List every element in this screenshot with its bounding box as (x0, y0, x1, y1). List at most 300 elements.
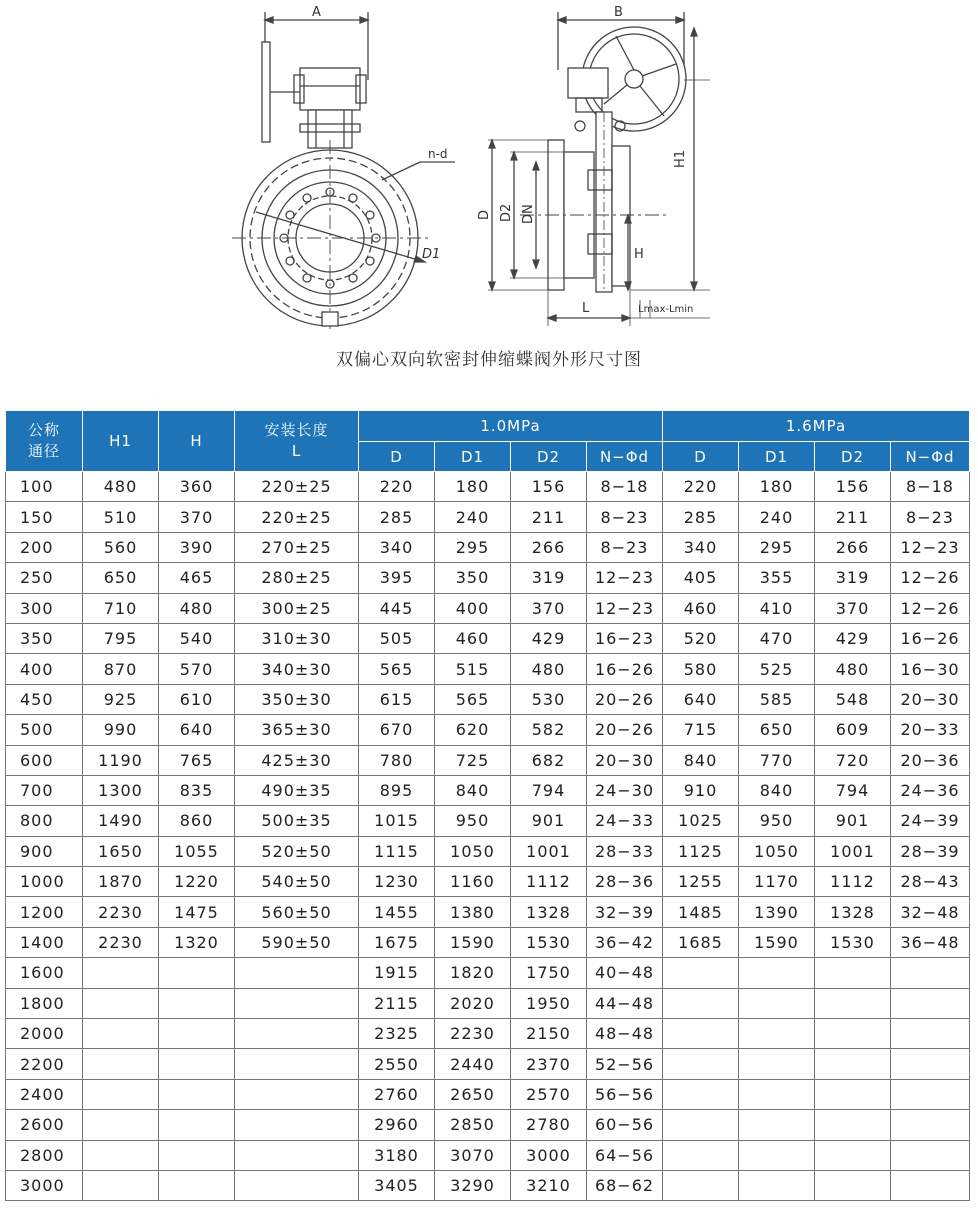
table-cell: 990 (83, 715, 159, 745)
table-cell: 20−33 (891, 715, 970, 745)
table-row (6, 927, 970, 957)
table-cell: 44−48 (587, 988, 663, 1018)
table-cell (739, 1019, 815, 1049)
table-cell: 560 (83, 532, 159, 562)
table-cell: 32−39 (587, 897, 663, 927)
table-cell (815, 1110, 891, 1140)
table-cell: 3000 (6, 1170, 83, 1200)
table-row (6, 867, 970, 897)
table-cell: 1675 (359, 927, 435, 957)
table-cell (891, 1140, 970, 1170)
table-cell: 770 (739, 745, 815, 775)
table-cell (159, 1079, 235, 1109)
table-cell: 68−62 (587, 1170, 663, 1200)
table-cell: 310±30 (235, 623, 359, 653)
table-cell (235, 1019, 359, 1049)
table-cell: 901 (815, 806, 891, 836)
table-cell: 1170 (739, 867, 815, 897)
table-cell: 1328 (815, 897, 891, 927)
table-cell (159, 958, 235, 988)
table-cell: 24−39 (891, 806, 970, 836)
table-cell: 615 (359, 684, 435, 714)
table-row (6, 836, 970, 866)
table-cell: 64−56 (587, 1140, 663, 1170)
table-cell: 180 (435, 472, 511, 502)
table-cell: 540 (159, 623, 235, 653)
table-cell (815, 988, 891, 1018)
table-cell: 8−23 (587, 532, 663, 562)
table-cell: 28−36 (587, 867, 663, 897)
table-cell: 370 (511, 593, 587, 623)
table-row (6, 532, 970, 562)
table-cell: 445 (359, 593, 435, 623)
table-cell: 520 (663, 623, 739, 653)
table-cell: 2650 (435, 1079, 511, 1109)
table-cell (739, 1140, 815, 1170)
table-cell (235, 1049, 359, 1079)
table-cell (891, 1049, 970, 1079)
table-cell: 300 (6, 593, 83, 623)
table-cell: 8−18 (587, 472, 663, 502)
table-cell: 480 (83, 472, 159, 502)
table-cell: 800 (6, 806, 83, 836)
header-group-1-0mpa: 1.0MPa (359, 411, 663, 442)
table-cell: 52−56 (587, 1049, 663, 1079)
table-cell: 725 (435, 745, 511, 775)
table-cell: 3210 (511, 1170, 587, 1200)
table-cell: 16−23 (587, 623, 663, 653)
table-cell: 3180 (359, 1140, 435, 1170)
table-cell: 1530 (511, 927, 587, 957)
table-cell: 460 (435, 623, 511, 653)
table-cell: 450 (6, 684, 83, 714)
table-cell: 1590 (435, 927, 511, 957)
dimension-table (5, 410, 970, 1201)
table-cell: 400 (6, 654, 83, 684)
table-cell: 1055 (159, 836, 235, 866)
table-cell: 1200 (6, 897, 83, 927)
table-row (6, 988, 970, 1018)
table-cell: 480 (815, 654, 891, 684)
table-cell: 1800 (6, 988, 83, 1018)
table-cell (739, 1170, 815, 1200)
table-cell: 610 (159, 684, 235, 714)
table-cell: 2960 (359, 1110, 435, 1140)
table-cell: 710 (83, 593, 159, 623)
label-a: A (312, 5, 321, 20)
table-cell: 410 (739, 593, 815, 623)
table-cell (663, 1049, 739, 1079)
table-cell: 390 (159, 532, 235, 562)
table-cell: 36−42 (587, 927, 663, 957)
table-cell: 1328 (511, 897, 587, 927)
table-cell: 1001 (815, 836, 891, 866)
table-row (6, 715, 970, 745)
table-cell: 12−23 (587, 563, 663, 593)
table-cell: 1590 (739, 927, 815, 957)
table-cell: 570 (159, 654, 235, 684)
table-cell (815, 1019, 891, 1049)
table-cell: 548 (815, 684, 891, 714)
table-cell: 582 (511, 715, 587, 745)
header-h: H (159, 411, 235, 472)
table-cell (663, 988, 739, 1018)
table-cell: 1750 (511, 958, 587, 988)
table-row (6, 1079, 970, 1109)
table-cell: 1160 (435, 867, 511, 897)
table-cell: 365±30 (235, 715, 359, 745)
table-cell (83, 1140, 159, 1170)
table-cell (739, 1079, 815, 1109)
table-cell: 520±50 (235, 836, 359, 866)
table-cell: 465 (159, 563, 235, 593)
table-cell: 2200 (6, 1049, 83, 1079)
table-row (6, 1140, 970, 1170)
table-cell: 670 (359, 715, 435, 745)
table-cell: 20−26 (587, 684, 663, 714)
table-cell (83, 1049, 159, 1079)
table-cell: 395 (359, 563, 435, 593)
table-cell (739, 988, 815, 1018)
table-cell: 640 (663, 684, 739, 714)
table-cell (235, 988, 359, 1018)
table-cell: 295 (739, 532, 815, 562)
table-cell: 1112 (511, 867, 587, 897)
table-cell: 1650 (83, 836, 159, 866)
table-cell (83, 1079, 159, 1109)
table-row (6, 775, 970, 805)
table-cell: 1320 (159, 927, 235, 957)
header-d: D (359, 442, 435, 472)
table-cell: 2230 (83, 897, 159, 927)
table-cell (815, 958, 891, 988)
table-cell: 1455 (359, 897, 435, 927)
table-cell (815, 1140, 891, 1170)
table-cell: 895 (359, 775, 435, 805)
table-cell (159, 1019, 235, 1049)
table-cell: 950 (739, 806, 815, 836)
table-cell: 266 (511, 532, 587, 562)
table-cell: 1255 (663, 867, 739, 897)
table-cell: 8−18 (891, 472, 970, 502)
table-cell: 870 (83, 654, 159, 684)
table-cell: 20−36 (891, 745, 970, 775)
table-cell: 1112 (815, 867, 891, 897)
table-cell: 1485 (663, 897, 739, 927)
table-cell: 1600 (6, 958, 83, 988)
table-cell: 340±30 (235, 654, 359, 684)
table-cell: 540±50 (235, 867, 359, 897)
table-cell: 1025 (663, 806, 739, 836)
table-cell: 1015 (359, 806, 435, 836)
table-cell: 480 (159, 593, 235, 623)
table-cell: 24−33 (587, 806, 663, 836)
table-body (6, 472, 970, 1201)
table-cell (83, 1110, 159, 1140)
table-cell: 400 (435, 593, 511, 623)
table-cell: 2400 (6, 1079, 83, 1109)
table-cell: 1390 (739, 897, 815, 927)
table-cell: 211 (815, 502, 891, 532)
table-cell (235, 1110, 359, 1140)
table-cell (159, 988, 235, 1018)
table-cell (159, 1140, 235, 1170)
table-row (6, 745, 970, 775)
table-cell: 700 (6, 775, 83, 805)
table-cell: 1915 (359, 958, 435, 988)
table-cell: 505 (359, 623, 435, 653)
table-cell: 12−26 (891, 593, 970, 623)
table-cell: 370 (159, 502, 235, 532)
table-cell: 794 (511, 775, 587, 805)
table-cell (663, 1140, 739, 1170)
table-cell: 530 (511, 684, 587, 714)
table-cell (739, 1049, 815, 1079)
figure-caption: 双偏心双向软密封伸缩蝶阀外形尺寸图 (336, 350, 642, 370)
table-cell: 470 (739, 623, 815, 653)
table-cell: 220±25 (235, 472, 359, 502)
table-cell: 270±25 (235, 532, 359, 562)
table-cell: 3000 (511, 1140, 587, 1170)
table-cell: 2230 (435, 1019, 511, 1049)
table-cell: 285 (663, 502, 739, 532)
table-cell: 20−30 (891, 684, 970, 714)
table-cell: 425±30 (235, 745, 359, 775)
table-cell: 280±25 (235, 563, 359, 593)
table-cell: 590±50 (235, 927, 359, 957)
table-cell: 900 (6, 836, 83, 866)
table-cell: 1220 (159, 867, 235, 897)
table-cell (83, 958, 159, 988)
table-cell: 220±25 (235, 502, 359, 532)
table-cell: 300±25 (235, 593, 359, 623)
table-cell (739, 958, 815, 988)
table-cell (891, 1079, 970, 1109)
table-cell (159, 1110, 235, 1140)
table-cell: 2550 (359, 1049, 435, 1079)
table-cell: 211 (511, 502, 587, 532)
table-cell: 2780 (511, 1110, 587, 1140)
label-h: H (634, 247, 644, 262)
table-cell: 2570 (511, 1079, 587, 1109)
table-cell: 20−26 (587, 715, 663, 745)
table-cell: 200 (6, 532, 83, 562)
table-cell: 156 (511, 472, 587, 502)
table-cell: 490±35 (235, 775, 359, 805)
header-row-1 (6, 411, 970, 442)
table-cell: 1230 (359, 867, 435, 897)
table-cell: 3070 (435, 1140, 511, 1170)
table-cell (663, 1079, 739, 1109)
label-nd: n-d (428, 147, 448, 161)
table-cell (663, 958, 739, 988)
table-cell: 565 (359, 654, 435, 684)
table-cell (891, 1019, 970, 1049)
table-cell: 429 (815, 623, 891, 653)
table-cell: 2600 (6, 1110, 83, 1140)
table-cell (815, 1049, 891, 1079)
header-nominal-size: 公称 通径 (6, 411, 83, 472)
table-cell: 350 (6, 623, 83, 653)
table-cell: 12−23 (891, 532, 970, 562)
header-d1: D1 (739, 442, 815, 472)
table-cell (663, 1170, 739, 1200)
table-cell: 600 (6, 745, 83, 775)
table-cell: 460 (663, 593, 739, 623)
table-cell (83, 1170, 159, 1200)
label-h1: H1 (673, 149, 688, 168)
table-cell: 12−23 (587, 593, 663, 623)
table-cell: 350 (435, 563, 511, 593)
header-n-phid: N−Φd (891, 442, 970, 472)
table-cell: 794 (815, 775, 891, 805)
label-l: L (582, 301, 590, 316)
table-cell: 715 (663, 715, 739, 745)
table-cell: 56−56 (587, 1079, 663, 1109)
table-cell: 1115 (359, 836, 435, 866)
table-cell (159, 1170, 235, 1200)
table-cell (891, 1110, 970, 1140)
table-cell: 1490 (83, 806, 159, 836)
header-d2: D2 (815, 442, 891, 472)
table-cell: 515 (435, 654, 511, 684)
table-cell (235, 1140, 359, 1170)
table-cell: 2020 (435, 988, 511, 1018)
table-cell: 350±30 (235, 684, 359, 714)
table-cell: 480 (511, 654, 587, 684)
table-cell: 2800 (6, 1140, 83, 1170)
table-cell: 2370 (511, 1049, 587, 1079)
table-cell: 40−48 (587, 958, 663, 988)
table-cell (83, 988, 159, 1018)
table-cell (739, 1110, 815, 1140)
table-cell (891, 988, 970, 1018)
table-cell: 860 (159, 806, 235, 836)
table-row (6, 684, 970, 714)
table-cell: 510 (83, 502, 159, 532)
header-d1: D1 (435, 442, 511, 472)
header-install-length: 安装长度 L (235, 411, 359, 472)
table-cell: 3290 (435, 1170, 511, 1200)
table-cell: 765 (159, 745, 235, 775)
table-cell (663, 1110, 739, 1140)
table-cell (815, 1079, 891, 1109)
table-cell: 1050 (739, 836, 815, 866)
table-cell: 780 (359, 745, 435, 775)
table-row (6, 897, 970, 927)
valve-dimension-drawing (0, 0, 978, 340)
table-cell: 24−30 (587, 775, 663, 805)
table-row (6, 623, 970, 653)
table-cell: 795 (83, 623, 159, 653)
table-cell: 20−30 (587, 745, 663, 775)
table-cell (235, 1079, 359, 1109)
label-dn: DN (521, 204, 536, 224)
table-cell: 585 (739, 684, 815, 714)
table-cell: 2230 (83, 927, 159, 957)
table-cell: 1530 (815, 927, 891, 957)
table-cell (235, 1170, 359, 1200)
table-cell: 48−48 (587, 1019, 663, 1049)
header-n-phid: N−Φd (587, 442, 663, 472)
table-cell (815, 1170, 891, 1200)
table-cell: 319 (815, 563, 891, 593)
table-cell: 370 (815, 593, 891, 623)
table-cell: 525 (739, 654, 815, 684)
table-cell: 682 (511, 745, 587, 775)
table-cell: 620 (435, 715, 511, 745)
table-cell: 565 (435, 684, 511, 714)
table-cell: 901 (511, 806, 587, 836)
table-row (6, 958, 970, 988)
table-cell: 2150 (511, 1019, 587, 1049)
table-cell: 240 (435, 502, 511, 532)
table-cell: 650 (739, 715, 815, 745)
table-cell: 2325 (359, 1019, 435, 1049)
table-cell: 28−33 (587, 836, 663, 866)
table-cell: 156 (815, 472, 891, 502)
table-cell (663, 1019, 739, 1049)
label-d1: D1 (422, 247, 441, 262)
table-cell: 24−36 (891, 775, 970, 805)
table-cell (891, 1170, 970, 1200)
table-cell (891, 958, 970, 988)
table-cell: 650 (83, 563, 159, 593)
table-cell: 840 (739, 775, 815, 805)
table-cell: 16−26 (891, 623, 970, 653)
table-cell: 1685 (663, 927, 739, 957)
table-cell: 1000 (6, 867, 83, 897)
header-d: D (663, 442, 739, 472)
table-cell: 28−43 (891, 867, 970, 897)
table-cell: 1125 (663, 836, 739, 866)
table-cell (235, 958, 359, 988)
table-cell: 250 (6, 563, 83, 593)
table-cell: 1380 (435, 897, 511, 927)
header-d2: D2 (511, 442, 587, 472)
table-cell: 285 (359, 502, 435, 532)
table-cell: 180 (739, 472, 815, 502)
table-cell: 240 (739, 502, 815, 532)
table-row (6, 1049, 970, 1079)
table-cell: 295 (435, 532, 511, 562)
table-cell: 1050 (435, 836, 511, 866)
table-cell: 360 (159, 472, 235, 502)
label-lmax-lmin: Lmax-Lmin (638, 304, 694, 315)
table-cell: 16−26 (587, 654, 663, 684)
table-row (6, 593, 970, 623)
table-cell: 2850 (435, 1110, 511, 1140)
table-cell: 319 (511, 563, 587, 593)
label-d2: D2 (499, 203, 514, 222)
table-cell: 2115 (359, 988, 435, 1018)
table-cell: 609 (815, 715, 891, 745)
table-cell: 720 (815, 745, 891, 775)
table-cell: 60−56 (587, 1110, 663, 1140)
table-row (6, 563, 970, 593)
table-row (6, 1110, 970, 1140)
header-h1: H1 (83, 411, 159, 472)
table-cell: 950 (435, 806, 511, 836)
table-cell: 32−48 (891, 897, 970, 927)
table-cell: 355 (739, 563, 815, 593)
table-cell: 2440 (435, 1049, 511, 1079)
table-cell: 28−39 (891, 836, 970, 866)
valve-drawings (0, 0, 978, 340)
table-cell: 1400 (6, 927, 83, 957)
label-b: B (614, 5, 623, 20)
table-cell: 1300 (83, 775, 159, 805)
